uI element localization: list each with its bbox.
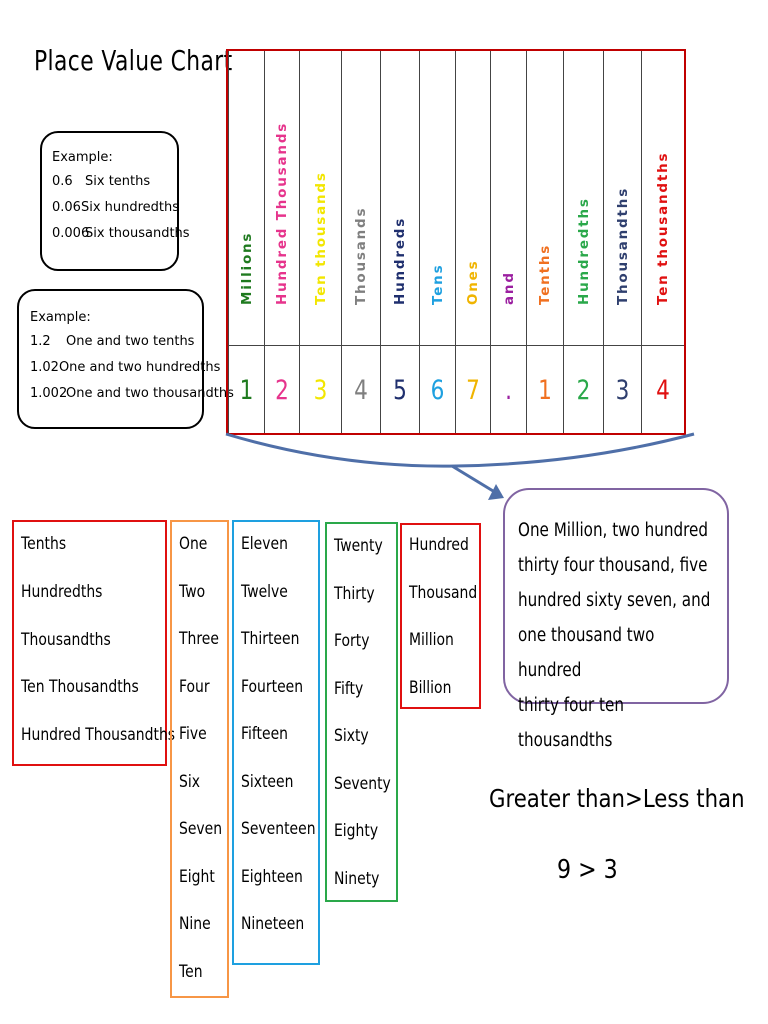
example-number: 1.02 <box>30 360 59 375</box>
list-word: Fourteen <box>241 676 304 697</box>
list-word: Twelve <box>241 581 288 602</box>
list-word: Thousandths <box>21 629 111 650</box>
example-number: 0.006 <box>52 226 90 241</box>
list-word: Thousand <box>409 582 478 603</box>
list-word: Hundred Thousandths <box>21 725 176 746</box>
page-title: Place Value Chart <box>34 44 233 77</box>
list-word: Sixteen <box>241 771 294 792</box>
column-header <box>642 51 684 347</box>
example-words: Six thousandths <box>85 226 190 241</box>
chart-column <box>264 51 299 433</box>
column-digit: 5 <box>393 375 407 406</box>
chart-column <box>490 51 526 433</box>
example-line <box>52 221 190 247</box>
list-word: Million <box>409 630 454 650</box>
decimal-places-list <box>12 520 176 766</box>
column-digit: 1 <box>538 375 552 406</box>
chart-column <box>563 51 603 433</box>
list-word: Six <box>179 771 200 792</box>
column-label: Hundreds <box>392 216 408 305</box>
sentence-line: hundred sixty seven, and <box>518 590 711 611</box>
column-header <box>604 51 641 347</box>
comparison-example: 9 > 3 <box>557 855 618 885</box>
teens-list <box>232 520 320 965</box>
column-digit: 2 <box>275 375 289 406</box>
list-word: Ten Thousandths <box>21 677 139 698</box>
list-word: Four <box>179 676 210 697</box>
column-label: Thousandths <box>614 186 631 305</box>
example-mixed-box <box>17 289 234 429</box>
example-words: Six hundredths <box>80 200 180 215</box>
column-label: Tens <box>429 263 446 305</box>
list-word: Five <box>179 724 207 744</box>
example-words: One and two thousandths <box>66 386 234 401</box>
example-heading: Example: <box>52 150 113 165</box>
list-word: Hundredths <box>21 581 103 602</box>
column-header <box>420 51 455 347</box>
place-value-chart <box>226 49 686 435</box>
list-word: Fifty <box>334 678 364 699</box>
sentence-line: thirty four thousand, five <box>518 555 708 576</box>
chart-column <box>341 51 380 433</box>
list-word: Tenths <box>21 534 67 554</box>
example-line <box>30 381 234 407</box>
column-label: Millions <box>238 231 255 305</box>
list-word: Nine <box>179 914 211 934</box>
chart-column <box>299 51 341 433</box>
column-digit: 1 <box>239 375 254 406</box>
number-in-words-bubble <box>503 488 729 751</box>
list-word: Seventy <box>334 773 391 794</box>
column-label: Hundred Thousands <box>274 121 290 305</box>
chart-column <box>526 51 563 433</box>
example-line <box>52 169 177 195</box>
column-digit: . <box>505 375 512 406</box>
column-digit: 6 <box>430 375 445 406</box>
example-decimals-box <box>40 131 190 271</box>
list-word: Forty <box>334 631 370 651</box>
column-header <box>381 51 419 347</box>
large-units-list <box>400 523 481 709</box>
list-word: Thirteen <box>241 629 300 649</box>
list-word: Eighty <box>334 821 379 841</box>
example-heading: Example: <box>30 310 91 325</box>
column-digit: 7 <box>466 375 480 406</box>
column-label: Ten thousands <box>312 171 329 305</box>
number-in-words-text <box>518 513 715 758</box>
list-word: Ninety <box>334 868 380 889</box>
column-digit: 4 <box>656 375 670 406</box>
column-header <box>300 51 341 347</box>
chart-column <box>380 51 419 433</box>
sentence-line: One Million, two hundred <box>518 520 708 541</box>
chart-column <box>603 51 641 433</box>
tens-list <box>325 522 398 902</box>
list-word: Two <box>179 581 206 602</box>
list-word: Sixty <box>334 726 369 746</box>
example-number: 0.06 <box>52 200 81 215</box>
column-header <box>527 51 563 347</box>
example-number: 0.6 <box>52 174 73 189</box>
list-word: Thirty <box>334 583 375 604</box>
column-digit: 2 <box>576 375 591 406</box>
column-header <box>229 51 264 347</box>
sentence-line: one thousand two hundred <box>518 625 655 681</box>
list-word: Seven <box>179 819 223 839</box>
example-number: 1.002 <box>30 386 68 401</box>
list-word: Eighteen <box>241 866 303 887</box>
chart-column <box>419 51 455 433</box>
list-word: Eleven <box>241 534 288 554</box>
column-digit: 4 <box>354 375 368 406</box>
sentence-line: thirty four ten thousandths <box>518 695 624 751</box>
chart-column <box>455 51 490 433</box>
example-words: Six tenths <box>85 174 151 189</box>
example-words: One and two tenths <box>66 334 195 349</box>
example-number: 1.2 <box>30 334 51 349</box>
comparison-label: Greater than>Less than <box>489 784 745 813</box>
column-header <box>265 51 299 347</box>
column-digit: 3 <box>313 375 328 406</box>
ones-list <box>170 520 229 998</box>
example-line <box>52 195 180 221</box>
list-word: Hundred <box>409 535 469 555</box>
column-header <box>342 51 380 347</box>
list-word: Twenty <box>334 536 383 556</box>
list-word: Seventeen <box>241 819 316 839</box>
column-digit: 3 <box>615 375 630 406</box>
list-word: Eight <box>179 866 215 887</box>
column-header <box>491 51 526 347</box>
chart-column <box>228 51 264 433</box>
column-label: Thousands <box>353 206 369 305</box>
example-line <box>30 329 202 355</box>
column-label: Ten thousandths <box>655 151 671 305</box>
list-word: Billion <box>409 677 452 698</box>
example-words: One and two hundredths <box>58 360 221 375</box>
example-line <box>30 355 221 381</box>
list-word: One <box>179 534 208 554</box>
list-word: Nineteen <box>241 914 305 934</box>
column-label: Hundredths <box>575 197 592 305</box>
column-header <box>456 51 490 347</box>
column-label: Ones <box>465 259 481 305</box>
list-word: Fifteen <box>241 724 288 744</box>
list-word: Ten <box>179 961 203 982</box>
chart-column <box>641 51 684 433</box>
column-header <box>564 51 603 347</box>
list-word: Three <box>179 629 219 649</box>
column-label: and <box>500 271 517 305</box>
column-label: Tenths <box>537 243 553 305</box>
